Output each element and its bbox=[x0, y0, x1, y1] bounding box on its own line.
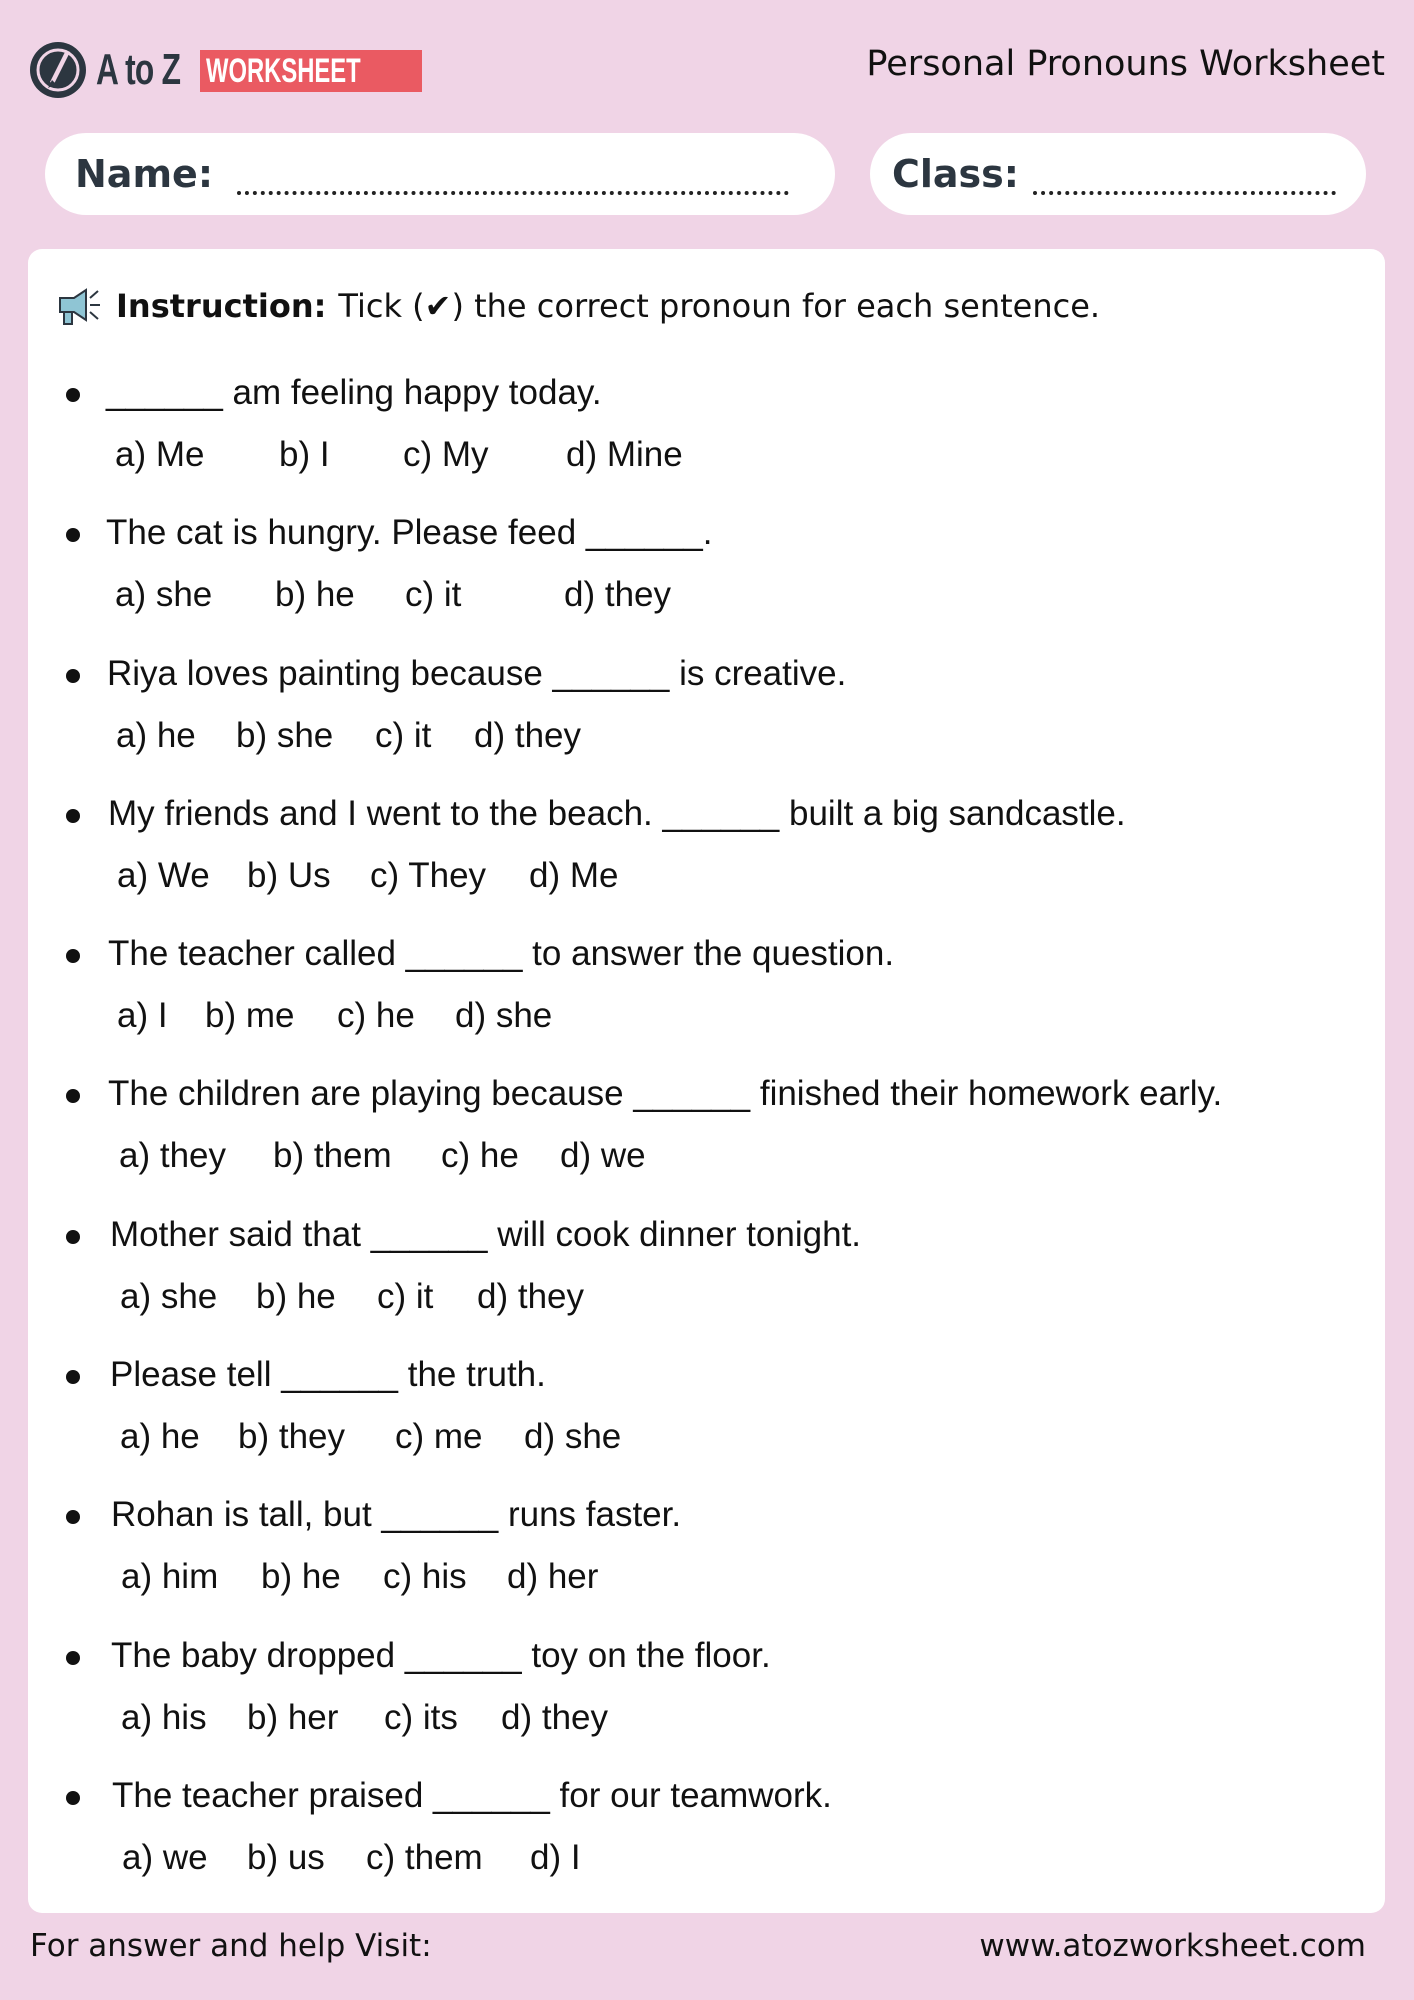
answer-option[interactable]: b) he bbox=[256, 1277, 336, 1316]
answer-option[interactable]: d) they bbox=[501, 1698, 608, 1737]
question-text: Please tell ______ the truth. bbox=[110, 1355, 546, 1394]
footer-website-link[interactable]: www.atozworksheet.com bbox=[979, 1928, 1366, 1964]
answer-option[interactable]: a) I bbox=[117, 996, 168, 1035]
question-text: The baby dropped ______ toy on the floor. bbox=[111, 1636, 771, 1675]
answer-option[interactable]: b) them bbox=[273, 1136, 392, 1175]
name-label: Name: bbox=[75, 152, 214, 196]
instruction-label: Instruction: bbox=[116, 287, 327, 325]
class-label: Class: bbox=[892, 152, 1019, 196]
answer-option[interactable]: a) We bbox=[117, 856, 210, 895]
answer-option[interactable]: b) he bbox=[275, 575, 355, 614]
question-text: My friends and I went to the beach. ______ built a big sandcastle. bbox=[108, 794, 1126, 833]
question-text: Rohan is tall, but ______ runs faster. bbox=[111, 1495, 682, 1534]
answer-option[interactable]: d) they bbox=[474, 716, 581, 755]
question-text: Riya loves painting because ______ is creative. bbox=[107, 654, 847, 693]
answer-option[interactable]: c) it bbox=[375, 716, 432, 755]
answer-option[interactable]: a) he bbox=[116, 716, 196, 755]
answer-option[interactable]: b) her bbox=[247, 1698, 339, 1737]
name-field[interactable] bbox=[45, 133, 835, 215]
question-text: Mother said that ______ will cook dinner tonight. bbox=[110, 1215, 862, 1254]
answer-option[interactable]: c) me bbox=[395, 1417, 483, 1456]
answer-option[interactable]: a) they bbox=[119, 1136, 226, 1175]
bullet-icon bbox=[66, 1089, 80, 1103]
question-text: The cat is hungry. Please feed ______. bbox=[106, 513, 713, 552]
name-dotted-line[interactable] bbox=[237, 161, 789, 195]
answer-option[interactable]: b) us bbox=[247, 1838, 325, 1877]
answer-option[interactable]: b) he bbox=[261, 1557, 341, 1596]
answer-option[interactable]: a) we bbox=[122, 1838, 208, 1877]
answer-option[interactable]: a) Me bbox=[115, 435, 205, 474]
answer-option[interactable]: b) she bbox=[236, 716, 334, 755]
answer-option[interactable]: b) me bbox=[205, 996, 295, 1035]
bullet-icon bbox=[66, 1510, 80, 1524]
class-dotted-line[interactable] bbox=[1033, 161, 1336, 195]
answer-option[interactable]: d) Me bbox=[529, 856, 619, 895]
megaphone-icon bbox=[56, 284, 106, 328]
answer-option[interactable]: d) she bbox=[524, 1417, 622, 1456]
logo-badge: WORKSHEET bbox=[200, 50, 422, 92]
bullet-icon bbox=[66, 1651, 80, 1665]
bullet-icon bbox=[66, 1791, 80, 1805]
footer-help-text: For answer and help Visit: bbox=[30, 1928, 432, 1964]
answer-option[interactable]: b) they bbox=[238, 1417, 345, 1456]
class-field[interactable] bbox=[870, 133, 1366, 215]
answer-option[interactable]: c) he bbox=[441, 1136, 519, 1175]
answer-option[interactable]: d) Mine bbox=[566, 435, 683, 474]
answer-option[interactable]: a) she bbox=[115, 575, 213, 614]
page-title: Personal Pronouns Worksheet bbox=[866, 44, 1385, 84]
answer-option[interactable]: c) it bbox=[377, 1277, 434, 1316]
question-text: The children are playing because ______ finished their homework early. bbox=[108, 1074, 1223, 1113]
answer-option[interactable]: c) he bbox=[337, 996, 415, 1035]
instruction-text: Tick (✔) the correct pronoun for each sentence. bbox=[338, 287, 1101, 325]
bullet-icon bbox=[66, 528, 80, 542]
bullet-icon bbox=[66, 388, 80, 402]
answer-option[interactable]: a) she bbox=[120, 1277, 218, 1316]
question-text: The teacher called ______ to answer the question. bbox=[108, 934, 895, 973]
bullet-icon bbox=[66, 669, 80, 683]
instruction bbox=[56, 284, 1100, 328]
answer-option[interactable]: a) he bbox=[120, 1417, 200, 1456]
answer-option[interactable]: d) they bbox=[477, 1277, 584, 1316]
pen-nib-logo-icon bbox=[28, 40, 88, 100]
answer-option[interactable]: d) they bbox=[564, 575, 671, 614]
answer-option[interactable]: c) it bbox=[405, 575, 462, 614]
answer-option[interactable]: d) we bbox=[560, 1136, 646, 1175]
answer-option[interactable]: d) her bbox=[507, 1557, 599, 1596]
answer-option[interactable]: b) I bbox=[279, 435, 330, 474]
logo bbox=[28, 38, 361, 102]
answer-option[interactable]: c) them bbox=[366, 1838, 483, 1877]
answer-option[interactable]: c) They bbox=[370, 856, 487, 895]
answer-option[interactable]: b) Us bbox=[247, 856, 331, 895]
question-text: The teacher praised ______ for our teamwork. bbox=[112, 1776, 832, 1815]
answer-option[interactable]: c) My bbox=[403, 435, 489, 474]
answer-option[interactable]: a) his bbox=[121, 1698, 207, 1737]
logo-text: A to Z bbox=[96, 45, 181, 94]
bullet-icon bbox=[66, 1370, 80, 1384]
bullet-icon bbox=[66, 809, 80, 823]
answer-option[interactable]: d) she bbox=[455, 996, 553, 1035]
answer-option[interactable]: c) his bbox=[383, 1557, 467, 1596]
answer-option[interactable]: d) I bbox=[530, 1838, 581, 1877]
bullet-icon bbox=[66, 1230, 80, 1244]
answer-option[interactable]: c) its bbox=[384, 1698, 458, 1737]
bullet-icon bbox=[66, 949, 80, 963]
answer-option[interactable]: a) him bbox=[121, 1557, 219, 1596]
question-text: ______ am feeling happy today. bbox=[106, 373, 602, 412]
